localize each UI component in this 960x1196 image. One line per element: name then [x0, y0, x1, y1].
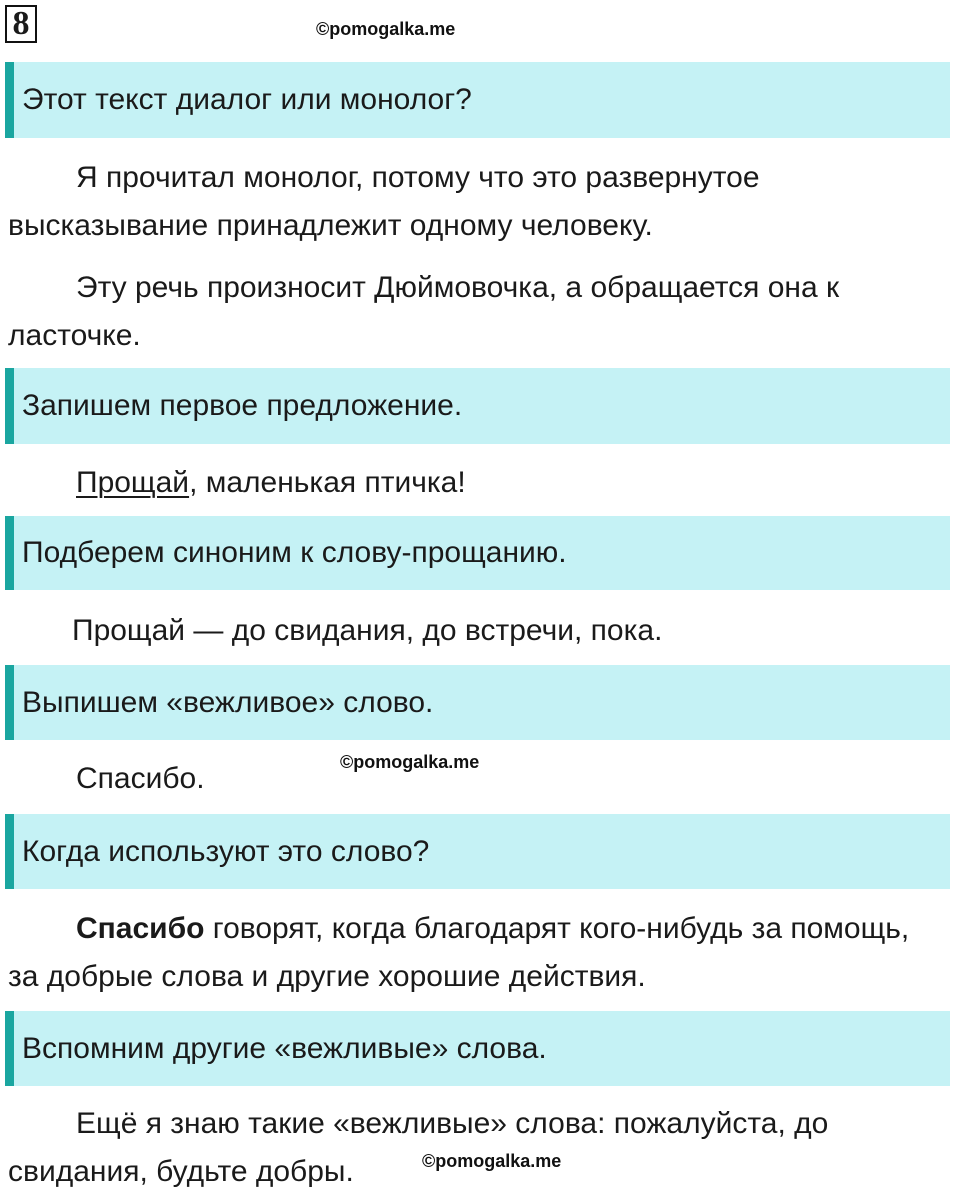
answer-paragraph: Эту речь произносит Дюймовочка, а обращается она к ласточке.: [8, 271, 840, 352]
answer-paragraph: [8, 905, 938, 1001]
question-bar: [5, 665, 950, 740]
question-text: Выпишем «вежливое» слово.: [22, 685, 434, 719]
question-bar: [5, 62, 950, 138]
question-bar: [5, 1011, 950, 1086]
question-text: Вспомним другие «вежливые» слова.: [22, 1031, 547, 1065]
answer-text: говорят, когда благодарят кого-нибудь за помощь, за добрые слова и другие хорошие действия.: [8, 912, 910, 993]
answer-paragraph: Спасибо.: [76, 762, 205, 795]
question-bar: [5, 368, 950, 444]
question-text: Этот текст диалог или монолог?: [22, 83, 472, 116]
answer-paragraph: Я прочитал монолог, потому что это развернутое высказывание принадлежит одному человеку.: [8, 161, 760, 242]
watermark: ©pomogalka.me: [316, 19, 456, 39]
answer-paragraph: Ещё я знаю такие «вежливые» слова: пожалуйста, до свидания, будьте добры.: [8, 1107, 829, 1188]
underlined-word: Прощай: [76, 466, 190, 499]
question-text: Запишем первое предложение.: [22, 389, 463, 422]
watermark: ©pomogalka.me: [340, 752, 480, 772]
question-text: Подберем синоним к слову-прощанию.: [22, 536, 567, 569]
page-number: 8: [5, 5, 37, 43]
question-text: Когда используют это слово?: [22, 834, 430, 868]
answer-paragraph: Прощай — до свидания, до встречи, пока.: [72, 614, 663, 647]
question-bar: [5, 516, 950, 590]
answer-paragraph: [8, 459, 938, 507]
bold-word: Спасибо: [76, 912, 205, 945]
watermark: ©pomogalka.me: [422, 1151, 562, 1171]
answer-text: , маленькая птичка!: [189, 466, 466, 499]
question-bar: [5, 814, 950, 889]
